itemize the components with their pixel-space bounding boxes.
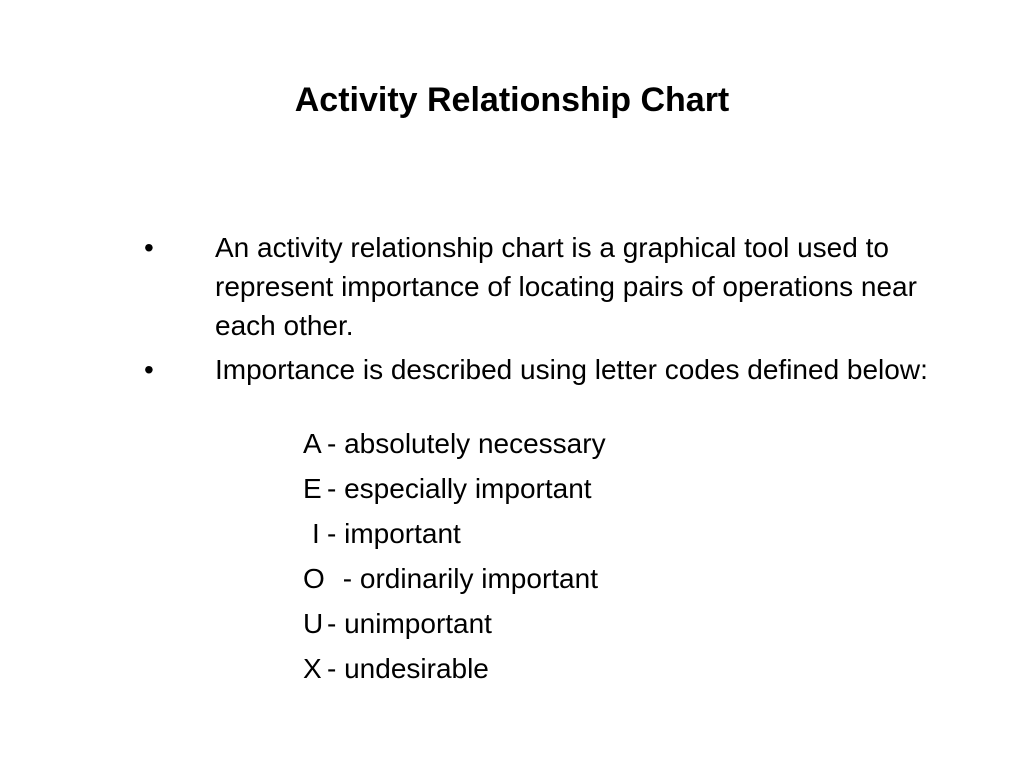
code-description: - especially important xyxy=(327,473,592,504)
bullet-item-definition xyxy=(0,228,935,345)
bullet-icon: • xyxy=(144,232,154,263)
bullet-text: Importance is described using letter codes defined below: xyxy=(215,354,928,385)
code-row-i xyxy=(0,514,1024,559)
code-letter: A xyxy=(303,428,322,459)
code-letter: U xyxy=(303,608,324,639)
code-description: - important xyxy=(327,518,461,549)
code-row-a xyxy=(0,424,1024,469)
code-letter: I xyxy=(312,518,320,549)
code-description: - ordinarily important xyxy=(335,563,598,594)
code-letter: X xyxy=(303,653,322,684)
letter-codes-list xyxy=(0,424,1024,694)
code-letter: E xyxy=(303,473,322,504)
code-description: - absolutely necessary xyxy=(327,428,606,459)
slide-title: Activity Relationship Chart xyxy=(294,81,730,119)
code-description: - undesirable xyxy=(327,653,489,684)
code-description: - unimportant xyxy=(327,608,492,639)
code-row-e xyxy=(0,469,1024,514)
bullet-text: An activity relationship chart is a graphical tool used to represent importance of locating pairs of operations near each other. xyxy=(215,232,917,341)
code-row-o xyxy=(0,559,1024,604)
code-letter: O xyxy=(303,563,325,594)
code-row-u xyxy=(0,604,1024,649)
bullet-icon: • xyxy=(144,354,154,385)
bullet-item-importance xyxy=(0,350,935,389)
code-row-x xyxy=(0,649,1024,694)
bullet-list xyxy=(0,228,1024,394)
